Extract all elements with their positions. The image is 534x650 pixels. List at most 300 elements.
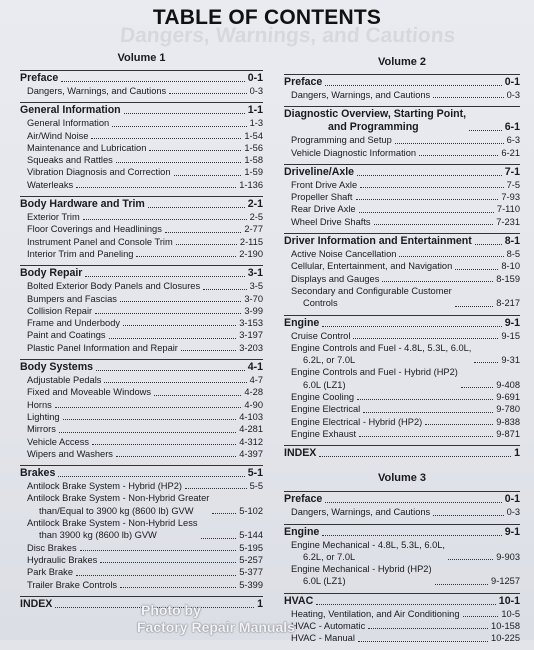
entry-label-line-1: Secondary and Configurable Customer [291,285,452,296]
entry-label: Maintenance and Lubrication [27,142,147,153]
entry-label: Air/Wind Noise [27,130,89,141]
toc-section [284,445,520,460]
entry-page: 7-231 [496,216,520,227]
dot-leader [433,97,503,98]
section-title: Body Hardware and Trim [20,198,145,211]
toc-section [284,524,520,588]
section-title: Driver Information and Entertainment [284,235,472,248]
section-title: HVAC [284,594,314,607]
entry-label-line-1: Engine Controls and Fuel - 4.8L, 5.3L, 6.0L, [291,342,472,353]
dot-leader [435,584,489,585]
entry-page: 5-102 [239,505,263,516]
toc-entry [284,506,520,518]
entry-page: 9-15 [501,330,520,341]
section-header [284,74,520,89]
dot-leader [382,281,493,282]
dot-leader [395,143,504,144]
dot-leader [169,93,246,94]
dot-leader [61,81,244,82]
dot-leader [185,488,247,489]
entry-page: 10-158 [491,621,520,632]
entry-label-line-2: 6.2L, or 7.0L [303,551,356,562]
entry-label-line-2: 6.0L (LZ1) [303,379,346,390]
photo-watermark [137,602,337,636]
toc-entry [284,216,520,228]
dot-leader [76,575,236,576]
dot-leader [116,456,236,457]
entry-label: Cellular, Entertainment, and Navigation [291,261,453,272]
entry-page: 4-312 [239,436,263,447]
volume-1-sections [20,70,263,611]
entry-label: Trailer Brake Controls [27,579,118,590]
dot-leader [374,224,494,225]
toc-entry [284,179,520,191]
section-page: 7-1 [504,165,520,178]
entry-label: Horns [27,399,52,410]
entry-label: Engine Electrical [291,404,361,415]
section-page: 4-1 [247,361,263,374]
dot-leader [95,313,241,314]
dot-leader [112,126,246,127]
entry-page: 10-225 [491,633,520,644]
toc-section [284,315,520,441]
toc-section [284,74,520,101]
toc-entry [20,85,263,97]
entry-label-line-1: Antilock Brake System - Non-Hybrid Less [27,518,198,529]
entry-label-line-2: than 3900 kg (8600 lb) GVW [39,530,157,541]
toc-entry [20,293,263,305]
section-title: Preface [284,493,323,506]
watermark-line-2: Factory Repair Manuals [137,619,295,635]
entry-page: 5-195 [239,542,263,553]
toc-section [20,465,263,591]
entry-page: 9-691 [496,392,520,403]
entry-page: 1-58 [244,155,263,166]
toc-entry [20,179,263,191]
dot-leader [85,276,244,277]
entry-label: HVAC - Manual [291,633,355,644]
toc-entry [20,542,263,554]
volume-2-heading: Volume 2 [377,56,427,68]
dot-leader [76,187,236,188]
dot-leader [83,219,247,220]
toc-section [284,233,520,309]
entry-label: Engine Cooling [291,392,355,403]
entry-label: Propeller Shaft [291,192,353,203]
toc-entry [20,142,263,154]
entry-page: 5-5 [249,481,263,492]
entry-label: Fixed and Moveable Windows [27,387,152,398]
entry-label: Mirrors [27,424,56,435]
toc-entry [20,399,263,411]
section-title: Preface [284,76,323,88]
entry-label [27,492,209,517]
dot-leader [357,175,502,176]
entry-label: Engine Exhaust [291,428,357,439]
dot-leader [356,199,499,200]
dot-leader [360,187,503,188]
entry-label: Rear Drive Axle [291,204,356,215]
toc-section [20,265,263,354]
entry-page: 9-871 [496,428,520,439]
entry-label: Vehicle Diagnostic Information [291,147,417,158]
section-header [20,359,263,374]
section-header [20,465,263,480]
entry-page: 2-190 [239,248,263,259]
section-page: 1 [514,447,520,460]
entry-page: 7-5 [506,179,520,190]
section-page: 10-1 [498,594,520,607]
entry-page: 8-217 [496,298,520,309]
toc-section [20,70,263,97]
section-title: Driveline/Axle [284,165,355,178]
toc-entry [20,223,263,235]
entry-page: 9-780 [496,404,520,415]
entry-page: 3-197 [239,330,263,341]
entry-page: 4-7 [249,375,263,386]
entry-label: Engine Electrical - Hybrid (HP2) [291,416,423,427]
toc-section [284,106,520,159]
entry-page: 3-70 [244,293,263,304]
entry-page: 0-3 [506,507,520,518]
entry-label: Dangers, Warnings, and Cautions [291,90,431,100]
section-title: Body Repair [20,267,83,280]
toc-entry [20,317,263,329]
dot-leader [201,538,237,539]
entry-page: 6-21 [501,147,520,158]
entry-label: Adjustable Pedals [27,375,102,386]
section-title: Engine [284,316,320,329]
toc-entry [284,285,520,310]
toc-entry [284,428,520,440]
entry-label: Programming and Setup [291,135,392,146]
section-page: 1-1 [247,104,263,117]
section-header [284,164,520,179]
toc-section [284,491,520,518]
toc-entry [20,305,263,317]
dot-leader [469,130,502,131]
entry-page: 1-3 [249,118,263,129]
dot-leader [363,412,493,413]
entry-page: 1-56 [244,142,263,153]
section-title: Preface [20,72,59,84]
toc-entry [20,411,263,423]
dot-leader [419,155,498,156]
entry-label: Wheel Drive Shafts [291,216,371,227]
section-page: 9-1 [504,525,520,538]
section-page: 0-1 [504,493,520,506]
dot-leader [316,604,496,605]
entry-page: 4-90 [244,399,263,410]
entry-page: 9-838 [496,416,520,427]
dot-leader [325,85,501,86]
toc-entry [284,147,520,159]
column-left [20,52,263,616]
dot-leader [358,641,488,642]
dot-leader [325,502,501,503]
dot-leader [91,138,241,139]
dot-leader [165,232,242,233]
toc-entry [284,273,520,285]
dot-leader [116,162,242,163]
toc-entry [20,329,263,341]
dot-leader [319,456,511,457]
entry-page: 1-59 [244,167,263,178]
toc-entry [284,89,520,101]
entry-page: 8-5 [506,249,520,260]
section-page: 2-1 [247,198,263,211]
entry-label: Dangers, Warnings, and Cautions [27,86,167,96]
dot-leader [455,269,498,270]
dot-leader [123,325,236,326]
section-title: Engine [284,525,320,538]
dot-leader [203,289,246,290]
toc-entry [20,211,263,223]
toc-entry [20,423,263,435]
entry-page: 2-5 [249,212,263,223]
column-right [284,56,520,650]
section-header [284,491,520,506]
toc-entry [20,566,263,578]
entry-page: 9-903 [496,551,520,562]
dot-leader [433,515,503,516]
dot-leader [455,306,493,307]
entry-label [291,366,458,391]
dot-leader [154,395,241,396]
entry-label-line-1: Engine Controls and Fuel - Hybrid (HP2) [291,367,458,378]
entry-page: 3-203 [239,342,263,353]
section-page: 1 [257,597,263,610]
toc-entry [284,342,520,367]
entry-label [291,342,471,367]
toc-section [20,196,263,260]
dot-leader [176,244,237,245]
dot-leader [425,424,493,425]
toc-entry [284,248,520,260]
section-header [284,106,520,134]
entry-label: HVAC - Automatic [291,621,366,632]
volume-2-sections [284,74,520,460]
toc-entry [20,480,263,492]
entry-label: Lighting [27,411,60,422]
toc-entry [284,203,520,215]
entry-page: 5-257 [239,554,263,565]
toc-entry [20,436,263,448]
section-title [284,108,466,134]
dot-leader [322,535,501,536]
entry-page: 3-99 [244,305,263,316]
entry-label: General Information [27,118,110,129]
toc-entry [284,191,520,203]
entry-page: 4-28 [244,387,263,398]
entry-label-line-2: than/Equal to 3900 kg (8600 lb) GVW [39,505,194,516]
toc-entry [284,366,520,391]
section-header [20,196,263,211]
dot-leader [368,628,488,629]
entry-label [291,539,445,564]
section-page: 6-1 [504,121,520,134]
toc-entry [284,330,520,342]
dot-leader [96,370,245,371]
entry-page: 8-159 [496,273,520,284]
entry-label: Active Noise Cancellation [291,249,397,260]
entry-page: 10-5 [501,608,520,619]
entry-page: 7-110 [496,204,520,215]
dot-leader [399,256,503,257]
dot-leader [59,432,236,433]
dot-leader [63,419,237,420]
entry-label [27,517,198,542]
entry-page: 4-103 [239,411,263,422]
dot-leader [322,326,501,327]
toc-entry [20,130,263,142]
entry-page: 3-5 [249,281,263,292]
entry-label: Dangers, Warnings, and Cautions [291,507,431,518]
section-title: General Information [20,104,121,117]
entry-label: Bolted Exterior Body Panels and Closures [27,281,201,292]
entry-label: Collision Repair [27,305,93,316]
section-header [20,70,263,85]
watermark-line-1: Photo by [141,602,201,618]
toc-entry [284,416,520,428]
section-title-line-1: Diagnostic Overview, Starting Point, [284,108,467,121]
volume-3-heading: Volume 3 [377,472,427,485]
section-page: 3-1 [247,267,263,280]
entry-page: 2-77 [244,224,263,235]
dot-leader [109,338,237,339]
entry-page: 0-3 [249,86,263,96]
entry-label: Vibration Diagnosis and Correction [27,167,171,178]
toc-entry [20,280,263,292]
dot-leader [148,207,245,208]
entry-page: 7-93 [501,192,520,203]
dot-leader [359,436,493,437]
entry-label: Plastic Panel Information and Repair [27,342,178,353]
toc-entry [20,236,263,248]
entry-page: 8-10 [501,261,520,272]
entry-label: Floor Coverings and Headlinings [27,224,162,235]
dot-leader [55,407,242,408]
entry-page: 1-136 [239,179,263,190]
toc-section [20,359,263,460]
toc-entry [284,391,520,403]
section-title-line-2: and Programming [328,121,419,134]
toc-section [20,102,263,191]
toc-entry [20,579,263,591]
entry-page: 5-144 [239,530,263,541]
dot-leader [353,338,498,339]
entry-page: 9-408 [496,379,520,390]
entry-label: Heating, Ventilation, and Air Conditioning [291,608,460,619]
entry-page: 1-54 [244,130,263,141]
dot-leader [58,476,244,477]
toc-entry [20,117,263,129]
toc-entry [20,448,263,460]
bleed-through-text: Dangers, Warnings, and Cautions [119,24,457,47]
entry-label-line-1: Engine Mechanical - Hybrid (HP2) [291,564,432,575]
dot-leader [181,350,236,351]
entry-page: 4-397 [239,448,263,459]
dot-leader [212,513,236,514]
entry-label: Interior Trim and Paneling [27,248,134,259]
section-header [284,315,520,330]
entry-label: Antilock Brake System - Hybrid (HP2) [27,481,182,492]
entry-label: Front Drive Axle [291,179,358,190]
entry-label-line-2: 6.0L (LZ1) [303,576,346,587]
entry-label-line-1: Engine Mechanical - 4.8L, 5.3L, 6.0L, [291,539,446,550]
entry-label: Disc Brakes [27,542,77,553]
section-title: INDEX [284,447,317,460]
entry-page: 9-1257 [491,576,520,587]
entry-page: 4-281 [239,424,263,435]
entry-label [291,563,432,588]
dot-leader [461,387,493,388]
entry-label: Vehicle Access [27,436,90,447]
dot-leader [359,212,494,213]
dot-leader [448,559,493,560]
entry-page: 2-115 [239,236,263,247]
dot-leader [149,150,241,151]
dot-leader [80,550,237,551]
section-header [284,524,520,539]
entry-label-line-2: 6.2L, or 7.0L [303,355,356,366]
entry-label: Instrument Panel and Console Trim [27,236,173,247]
section-page: 9-1 [504,316,520,329]
entry-label-line-1: Antilock Brake System - Non-Hybrid Greater [27,493,210,504]
dot-leader [100,562,236,563]
toc-entry [284,403,520,415]
dot-leader [475,244,502,245]
entry-page: 5-377 [239,567,263,578]
dot-leader [174,175,242,176]
entry-label [291,285,452,310]
toc-entry [284,134,520,146]
dot-leader [120,301,241,302]
toc-entry [284,539,520,564]
toc-entry [20,554,263,566]
entry-label: Hydraulic Brakes [27,554,98,565]
toc-entry [20,248,263,260]
dot-leader [104,382,246,383]
entry-page: 3-153 [239,318,263,329]
toc-section [284,164,520,228]
dot-leader [474,362,498,363]
section-title: Body Systems [20,361,94,374]
entry-label: Displays and Gauges [291,273,380,284]
dot-leader [92,444,236,445]
toc-entry [20,166,263,178]
section-page: 0-1 [247,72,263,84]
section-header [20,102,263,117]
entry-label: Waterleaks [27,179,74,190]
section-page: 0-1 [504,76,520,88]
entry-label: Bumpers and Fascias [27,293,117,304]
entry-label: Exterior Trim [27,212,80,223]
toc-entry [20,342,263,354]
entry-page: 5-399 [239,579,263,590]
section-title: Brakes [20,467,56,480]
section-page: 5-1 [247,467,263,480]
dot-leader [357,399,493,400]
section-page: 8-1 [504,235,520,248]
dot-leader [120,587,236,588]
dot-leader [124,113,245,114]
toc-entry [20,517,263,542]
entry-label: Frame and Underbody [27,318,121,329]
section-header [284,445,520,460]
entry-page: 6-3 [506,135,520,146]
section-title: INDEX [20,597,53,610]
